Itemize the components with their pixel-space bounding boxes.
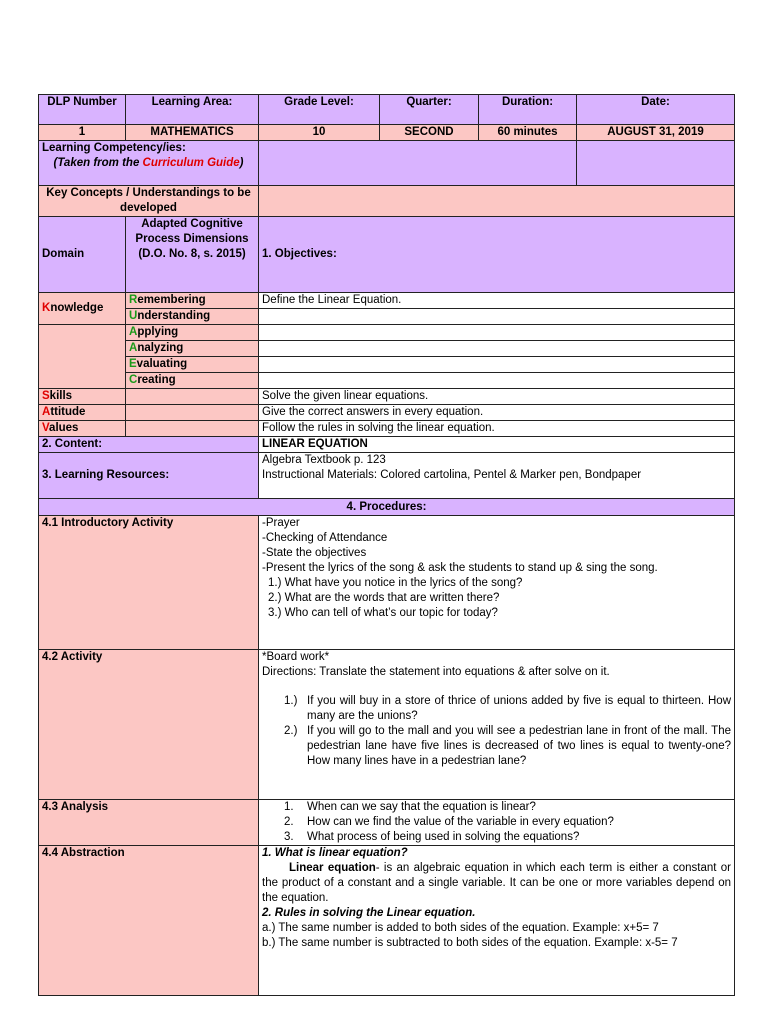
domain-row: [39, 389, 735, 405]
abstraction-content: [259, 846, 735, 996]
dimension-analyzing: [126, 341, 259, 357]
domain-first-letter: A: [42, 406, 51, 418]
analysis-item: [262, 800, 731, 815]
attitude-objective: Give the correct answers in every equation.: [259, 405, 735, 421]
intro-label: 4.1 Introductory Activity: [39, 516, 259, 650]
dimension-rest: nderstanding: [137, 310, 211, 322]
intro-question: 3.) Who can tell of what’s our topic for today?: [268, 607, 498, 619]
curriculum-guide-text: Curriculum Guide: [142, 157, 240, 169]
activity-item: [262, 694, 731, 724]
analysis-item-text: How can we find the value of the variable in every equation?: [307, 816, 614, 828]
resources-textbook: Algebra Textbook p. 123: [262, 454, 386, 466]
objective-evaluating: [259, 357, 735, 373]
objective-creating: [259, 373, 735, 389]
analysis-row: [39, 800, 735, 846]
dlp-table: [38, 94, 735, 996]
dimension-applying: [126, 325, 259, 341]
dimension-creating: [126, 373, 259, 389]
activity-item-text: If you will buy in a store of thrice of unions added by five is equal to thirteen. How many are the unions?: [307, 695, 731, 722]
intro-question: 2.) What are the words that are written there?: [268, 592, 500, 604]
dimension-first-letter: A: [129, 342, 138, 354]
skills-objective: Solve the given linear equations.: [259, 389, 735, 405]
activity-item-num: 1.): [284, 695, 298, 707]
abstraction-rule-b: b.) The same number is subtracted to both sides of the equation. Example: x-5= 7: [262, 937, 678, 949]
dimension-remembering: [126, 293, 259, 309]
knowledge-rest: nowledge: [50, 302, 104, 314]
date: AUGUST 31, 2019: [577, 125, 735, 141]
competency-cell: [39, 141, 259, 186]
knowledge-label: [39, 293, 126, 325]
competency-note-open: (Taken from the: [53, 157, 143, 169]
procedures-title-row: [39, 499, 735, 516]
objective-analyzing: [259, 341, 735, 357]
competency-value: [259, 141, 577, 186]
dimension-row: [39, 325, 735, 341]
activity-board: *Board work*: [262, 651, 330, 663]
values-objective: Follow the rules in solving the linear equation.: [259, 421, 735, 437]
abstraction-question-2: 2. Rules in solving the Linear equation.: [262, 907, 476, 919]
dimension-first-letter: C: [129, 374, 138, 386]
header-label-row: [39, 95, 735, 125]
header-label-duration: Duration:: [479, 95, 577, 125]
resources-value: [259, 453, 735, 499]
header-label-dlp: DLP Number: [39, 95, 126, 125]
analysis-label: 4.3 Analysis: [39, 800, 259, 846]
intro-line: -Present the lyrics of the song & ask the students to stand up & sing the song.: [262, 562, 658, 574]
intro-question: 1.) What have you notice in the lyrics of the song?: [268, 577, 523, 589]
competency-note-close: ): [239, 157, 244, 169]
resources-row: [39, 453, 735, 499]
dimension-evaluating: [126, 357, 259, 373]
objective-remembering: Define the Linear Equation.: [259, 293, 735, 309]
header-label-area: Learning Area:: [126, 95, 259, 125]
header-label-date: Date:: [577, 95, 735, 125]
competency-note: [42, 156, 255, 171]
attitude-dimension: [126, 405, 259, 421]
analysis-item: [262, 815, 731, 830]
domain-rest: ttitude: [50, 406, 86, 418]
dimension-row: [39, 357, 735, 373]
dimension-rest: valuating: [136, 358, 188, 370]
learning-area: MATHEMATICS: [126, 125, 259, 141]
intro-line: -State the objectives: [262, 547, 367, 559]
activity-item: [262, 724, 731, 769]
abstraction-row: [39, 846, 735, 996]
dlp-number: 1: [39, 125, 126, 141]
dimension-row: [39, 293, 735, 309]
analysis-item-num: 1.: [284, 801, 294, 813]
dimension-first-letter: E: [129, 358, 137, 370]
grade-level: 10: [259, 125, 380, 141]
domain-label: Domain: [39, 217, 126, 293]
competency-row: [39, 141, 735, 186]
resources-label: 3. Learning Resources:: [39, 453, 259, 499]
resources-materials: Instructional Materials: Colored cartolina, Pentel & Marker pen, Bondpaper: [262, 469, 642, 481]
key-concepts-value: [259, 186, 735, 217]
abstraction-question-1: 1. What is linear equation?: [262, 847, 408, 859]
analysis-item: [262, 830, 731, 845]
content-label: 2. Content:: [39, 437, 259, 453]
domain-first-letter: V: [42, 422, 50, 434]
abstraction-definition: [262, 861, 731, 906]
intro-row: [39, 516, 735, 650]
dimension-first-letter: U: [129, 310, 138, 322]
dimension-row: [39, 309, 735, 325]
domain-row: [39, 405, 735, 421]
dimension-rest: pplying: [137, 326, 179, 338]
intro-content: [259, 516, 735, 650]
analysis-content: [259, 800, 735, 846]
key-concepts-label: Key Concepts / Understandings to be developed: [39, 186, 259, 217]
activity-label: 4.2 Activity: [39, 650, 259, 800]
abstraction-definition-text: - is an algebraic equation in which each term is either a constant or the product of a constant and a single variable. It can be one or more variables depend on the equation.: [262, 862, 731, 904]
activity-row: [39, 650, 735, 800]
header-label-quarter: Quarter:: [380, 95, 479, 125]
dimension-row: [39, 373, 735, 389]
attitude-label: [39, 405, 126, 421]
content-row: [39, 437, 735, 453]
analysis-item-text: What process of being used in solving the equations?: [307, 831, 580, 843]
competency-label: Learning Competency/ies:: [42, 142, 186, 154]
analysis-item-text: When can we say that the equation is linear?: [307, 801, 536, 813]
abstraction-label: 4.4 Abstraction: [39, 846, 259, 996]
abstraction-term: Linear equation: [289, 862, 376, 874]
dimension-rest: nalyzing: [137, 342, 184, 354]
skills-dimension: [126, 389, 259, 405]
skills-label: [39, 389, 126, 405]
header-label-grade: Grade Level:: [259, 95, 380, 125]
adapted-dimensions-cell: [126, 217, 259, 293]
duration: 60 minutes: [479, 125, 577, 141]
department-order: (D.O. No. 8, s. 2015): [138, 248, 246, 260]
intro-line: -Checking of Attendance: [262, 532, 388, 544]
activity-content: [259, 650, 735, 800]
dimension-first-letter: R: [129, 294, 138, 306]
domain-rest: alues: [49, 422, 79, 434]
analysis-item-num: 3.: [284, 831, 294, 843]
objective-understanding: [259, 309, 735, 325]
content-value: LINEAR EQUATION: [259, 437, 735, 453]
activity-directions: Directions: Translate the statement into equations & after solve on it.: [262, 666, 610, 678]
objectives-label: 1. Objectives:: [259, 217, 735, 293]
adapted-dimensions-label: Adapted Cognitive Process Dimensions: [135, 218, 249, 245]
activity-item-num: 2.): [284, 725, 298, 737]
domain-first-letter: S: [42, 390, 50, 402]
dimension-understanding: [126, 309, 259, 325]
procedures-title: 4. Procedures:: [39, 499, 735, 516]
values-dimension: [126, 421, 259, 437]
abstraction-rule-a: a.) The same number is added to both sides of the equation. Example: x+5= 7: [262, 922, 659, 934]
objective-applying: [259, 325, 735, 341]
header-value-row: [39, 125, 735, 141]
analysis-item-num: 2.: [284, 816, 294, 828]
dimension-domain-blank: [39, 325, 126, 389]
values-label: [39, 421, 126, 437]
dimension-rest: emembering: [137, 294, 206, 306]
dimension-rest: reating: [137, 374, 176, 386]
knowledge-first-letter: K: [42, 302, 51, 314]
dimension-row: [39, 341, 735, 357]
quarter: SECOND: [380, 125, 479, 141]
activity-item-text: If you will go to the mall and you will see a pedestrian lane in front of the mall. The pedestrian lane have five lines is decreased of two lines is equal to twenty-one? How many lines have in a pedestrian lane?: [307, 725, 731, 767]
key-concepts-row: [39, 186, 735, 217]
dimension-first-letter: A: [129, 326, 138, 338]
domain-row: [39, 421, 735, 437]
domain-header-row: [39, 217, 735, 293]
domain-rest: kills: [49, 390, 73, 402]
competency-extra: [577, 141, 735, 186]
intro-line: -Prayer: [262, 517, 300, 529]
